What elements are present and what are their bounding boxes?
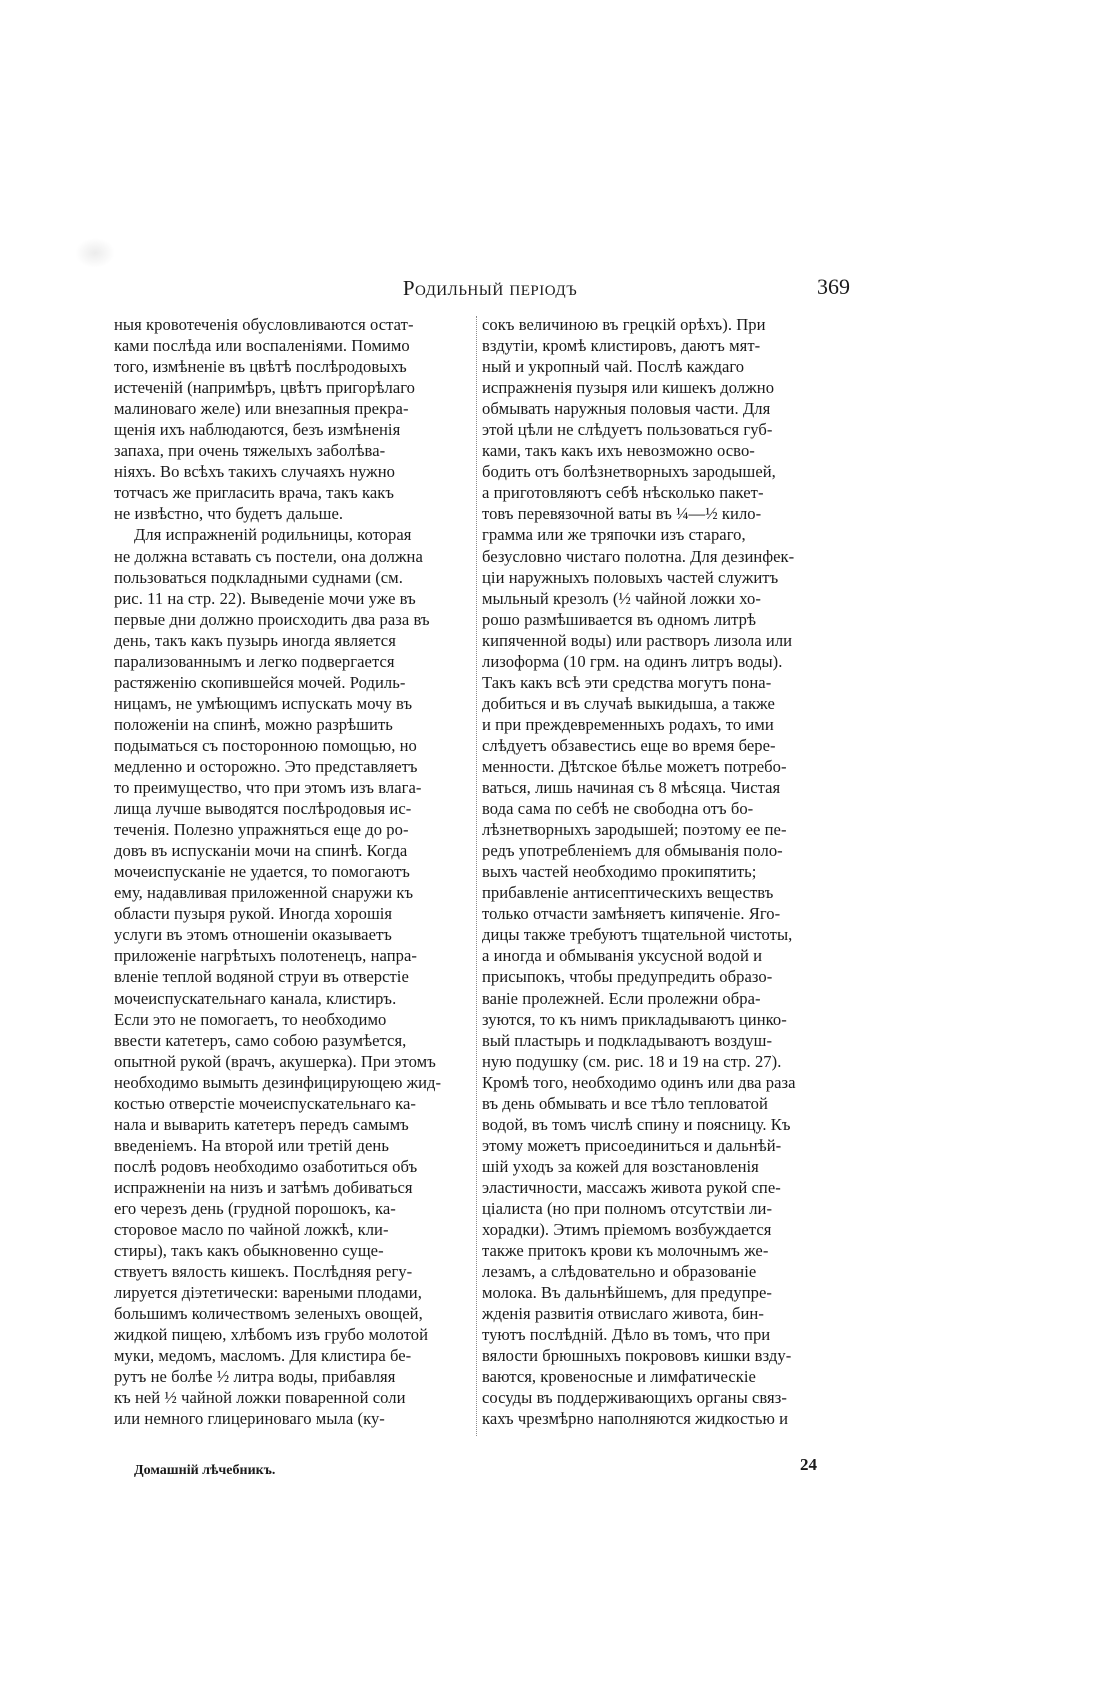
text-line: то преимущество, что при этомъ изъ влага- — [114, 778, 422, 798]
text-line: ками послѣда или воспаленіями. Помимо — [114, 336, 410, 356]
text-line: пользоваться подкладными суднами (см. — [114, 567, 403, 587]
text-line: опытной рукой (врачъ, акушерка). При этомъ — [114, 1051, 436, 1071]
text-line: только отчасти замѣняетъ кипяченіе. Яго- — [482, 904, 781, 924]
text-line: сторовое масло по чайной ложкѣ, кли- — [114, 1220, 389, 1240]
text-line: ствуетъ вялость кишекъ. Послѣдняя регу- — [114, 1262, 413, 1282]
text-line: довъ въ испусканіи мочи на спинѣ. Когда — [114, 841, 408, 861]
text-line: жденія развитія отвислаго живота, бин- — [482, 1304, 764, 1324]
text-line: ныя кровотеченія обусловливаются остат- — [114, 315, 414, 334]
text-line: ваться, лишь начиная съ 8 мѣсяца. Чистая — [482, 778, 781, 798]
text-line: ный и укропный чай. Послѣ каждаго — [482, 357, 745, 377]
text-line: ціалиста (но при полномъ отсутствіи ли- — [482, 1198, 773, 1218]
text-line: товъ перевязочной ваты въ ¼—½ кило- — [482, 504, 762, 524]
text-line: редъ употребленіемъ для обмыванія поло- — [482, 841, 783, 861]
text-line: костью отверстіе мочеиспускательнаго ка- — [114, 1093, 416, 1113]
text-line: а приготовляютъ себѣ нѣсколько пакет- — [482, 483, 764, 503]
text-line: вый пластырь и подкладываютъ воздуш- — [482, 1030, 773, 1050]
text-line: не должна вставать съ постели, она должна — [114, 546, 423, 566]
text-line: мыльный крезолъ (½ чайной ложки хо- — [482, 588, 761, 608]
text-line: вздутіи, кромѣ клистировъ, даютъ мят- — [482, 336, 761, 356]
text-line: лизоформа (10 грм. на одинъ литръ воды). — [482, 651, 783, 671]
footer-signature-mark: 24 — [800, 1455, 817, 1474]
text-line: первые дни должно происходить два раза въ — [114, 609, 430, 629]
text-line: введеніемъ. На второй или третій день — [114, 1135, 389, 1155]
text-line: истеченій (напримѣръ, цвѣтъ пригорѣлаго — [114, 378, 416, 398]
text-line: не извѣстно, что будетъ дальше. — [114, 504, 344, 524]
text-line: области пузыря рукой. Иногда хорошія — [114, 904, 393, 924]
footer-book-title: Домашній лѣчебникъ. — [134, 1463, 276, 1478]
text-line: приложеніе нагрѣтыхъ полотенецъ, напра- — [114, 946, 417, 966]
text-line: мочеиспускательнаго канала, клистиръ. — [114, 988, 397, 1008]
text-line: ваніе пролежней. Если пролежни обра- — [482, 988, 761, 1008]
text-line: дицы также требуютъ тщательной чистоты, — [482, 925, 793, 945]
text-line: къ ней ½ чайной ложки поваренной соли — [114, 1388, 406, 1408]
text-line: въ день обмывать и все тѣло тепловатой — [482, 1093, 768, 1113]
text-line: бодить отъ болѣзнетворныхъ зародышей, — [482, 462, 776, 482]
text-line: ціи наружныхъ половыхъ частей служитъ — [482, 567, 779, 587]
text-line: вода сама по себѣ не свободна отъ бо- — [482, 799, 754, 819]
text-line: теченія. Полезно упражняться еще до ро- — [114, 820, 409, 840]
text-line: ваются, кровеносные и лимфатическіе — [482, 1367, 756, 1387]
text-line: лезамъ, а слѣдовательно и образованіе — [482, 1262, 757, 1282]
column-divider — [476, 316, 477, 1436]
text-line: менности. Дѣтское бѣлье можетъ потребо- — [482, 756, 787, 776]
page-number: 369 — [817, 274, 850, 299]
text-line: ницамъ, не умѣющимъ испускать мочу въ — [114, 693, 413, 713]
text-line: малиноваго желе) или внезапныя прекра- — [114, 399, 409, 419]
text-line: молока. Въ дальнѣйшемъ, для предупре- — [482, 1283, 773, 1303]
text-line: муки, медомъ, масломъ. Для клистира бе- — [114, 1346, 412, 1366]
text-line: туютъ послѣдній. Дѣло въ томъ, что при — [482, 1325, 771, 1345]
text-line: вленіе теплой водяной струи въ отверстіе — [114, 967, 409, 987]
text-line: выхъ частей необходимо прокипятить; — [482, 862, 757, 882]
text-line: водой, въ томъ числѣ спину и поясницу. Къ — [482, 1114, 791, 1134]
text-line: медленно и осторожно. Это представляетъ — [114, 756, 418, 776]
text-line: рошо размѣшивается въ одномъ литрѣ — [482, 609, 757, 629]
text-line: обмывать наружныя половыя части. Для — [482, 399, 771, 419]
text-line: ную подушку (см. рис. 18 и 19 на стр. 27). — [482, 1051, 782, 1071]
text-line: послѣ родовъ необходимо озаботиться объ — [114, 1156, 418, 1176]
text-line: кипяченной воды) или растворъ лизола или — [482, 630, 793, 650]
text-line: рутъ не болѣе ½ литра воды, прибавляя — [114, 1367, 396, 1387]
text-line: рис. 11 на стр. 22). Выведеніе мочи уже въ — [114, 588, 416, 608]
text-line: ніяхъ. Во всѣхъ такихъ случаяхъ нужно — [114, 462, 395, 482]
text-line: испражненія пузыря или кишекъ должно — [482, 378, 775, 398]
text-line: этой цѣли не слѣдуетъ пользоваться губ- — [482, 420, 773, 440]
text-line: ками, такъ какъ ихъ невозможно осво- — [482, 441, 755, 461]
text-line: лѣзнетворныхъ зародышей; поэтому ее пе- — [482, 820, 787, 840]
text-line: запаха, при очень тяжелыхъ заболѣва- — [114, 441, 386, 461]
text-line: вялости брюшныхъ покрововъ кишки взду- — [482, 1346, 792, 1366]
text-line: день, такъ какъ пузырь иногда является — [114, 630, 396, 650]
text-line: Для испражненій родильницы, которая — [134, 525, 412, 545]
text-line: и при преждевременныхъ родахъ, то ими — [482, 714, 774, 734]
text-line: кахъ чрезмѣрно наполняются жидкостью и — [482, 1409, 789, 1429]
text-line: а иногда и обмыванія уксусной водой и — [482, 946, 763, 966]
text-line: того, измѣненіе въ цвѣтѣ послѣродовыхъ — [114, 357, 407, 377]
text-line: растяженію скопившейся мочей. Родиль- — [114, 672, 406, 692]
text-line: безусловно чистаго полотна. Для дезинфек- — [482, 546, 795, 566]
text-line: шій уходъ за кожей для возстановленія — [482, 1156, 759, 1176]
text-line: нала и выварить катетеръ передъ самымъ — [114, 1114, 409, 1134]
text-line: парализованнымъ и легко подвергается — [114, 651, 395, 671]
text-line: подыматься съ посторонною помощью, но — [114, 735, 417, 755]
text-line: лируется діэтетически: вареными плодами, — [114, 1283, 422, 1303]
text-line: жидкой пищею, хлѣбомъ изъ грубо молотой — [114, 1325, 428, 1345]
left-text-column — [114, 314, 472, 1429]
text-line: ввести катетеръ, само собою разумѣется, — [114, 1030, 407, 1050]
text-line: стиры), такъ какъ обыкновенно суще- — [114, 1241, 384, 1261]
paper-smudge — [75, 238, 115, 268]
text-line: присыпокъ, чтобы предупредить образо- — [482, 967, 773, 987]
text-line: добиться и въ случаѣ выкидыша, а также — [482, 693, 775, 713]
text-line: грамма или же тряпочки изъ стараго, — [482, 525, 746, 545]
text-line: прибавленіе антисептическихъ веществъ — [482, 883, 774, 903]
text-line: зуются, то къ нимъ прикладываютъ цинко- — [482, 1009, 787, 1029]
text-line: мочеиспусканіе не удается, то помогаютъ — [114, 862, 410, 882]
text-line: лища лучше выводятся послѣродовыя ис- — [114, 799, 412, 819]
running-header: Родильный періодъ — [402, 276, 578, 300]
right-text-column — [482, 314, 847, 1429]
text-line: Если это не помогаетъ, то необходимо — [114, 1009, 387, 1029]
text-line: тотчасъ же пригласить врача, такъ какъ — [114, 483, 394, 503]
text-line: ему, надавливая приложенной снаружи къ — [114, 883, 414, 903]
text-line: эластичности, массажъ живота рукой спе- — [482, 1177, 781, 1197]
text-line: услуги въ этомъ отношеніи оказываетъ — [114, 925, 392, 945]
text-line: большимъ количествомъ зеленыхъ овощей, — [114, 1304, 423, 1324]
text-line: щенія ихъ наблюдаются, безъ измѣненія — [114, 420, 401, 440]
text-line: положеніи на спинѣ, можно разрѣшить — [114, 714, 393, 734]
text-line: сосуды въ поддерживающихъ органы связ- — [482, 1388, 787, 1408]
text-line: слѣдуетъ обзавестись еще во время бере- — [482, 735, 776, 755]
text-line: хорадки). Этимъ пріемомъ возбуждается — [482, 1220, 772, 1240]
text-line: сокъ величиною въ грецкій орѣхъ). При — [482, 315, 766, 334]
text-line: необходимо вымыть дезинфицирующею жид- — [114, 1072, 442, 1092]
text-line: или немного глицериноваго мыла (ку- — [114, 1409, 385, 1429]
text-line: Такъ какъ всѣ эти средства могутъ пона- — [482, 672, 772, 692]
text-line: также притокъ крови къ молочнымъ же- — [482, 1241, 769, 1261]
text-line: Кромѣ того, необходимо одинъ или два раза — [482, 1072, 796, 1092]
text-line: испражненіи на низъ и затѣмъ добиваться — [114, 1177, 413, 1197]
text-line: этому можетъ присоединиться и дальнѣй- — [482, 1135, 782, 1155]
text-line: его черезъ день (грудной порошокъ, ка- — [114, 1198, 396, 1218]
